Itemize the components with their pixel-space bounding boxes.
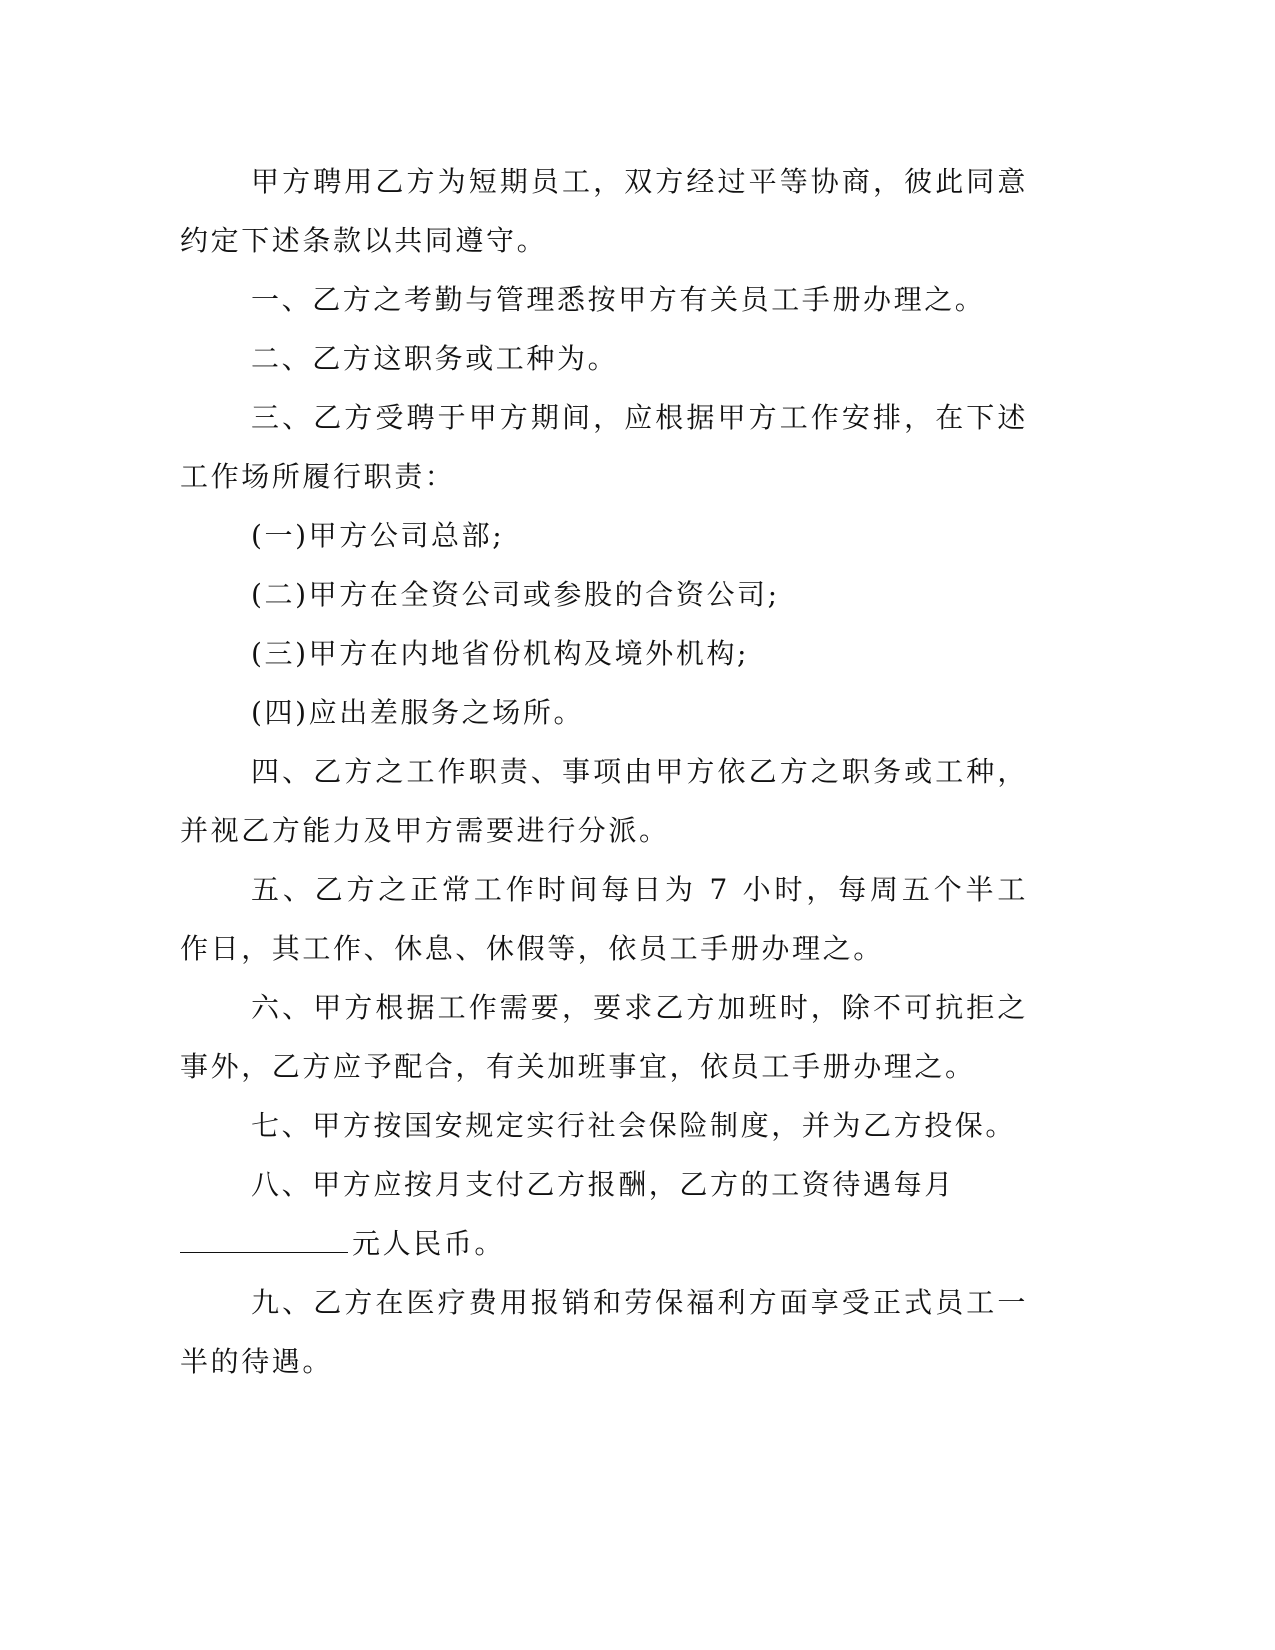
salary-suffix: 元人民币。 xyxy=(352,1227,506,1260)
clause-5: 五、乙方之正常工作时间每日为 7 小时，每周五个半工作日，其工作、休息、休假等，依员工手册办理之。 xyxy=(180,873,1028,965)
clause-1: 一、乙方之考勤与管理悉按甲方有关员工手册办理之。 xyxy=(251,283,986,316)
clause-4: 四、乙方之工作职责、事项由甲方依乙方之职务或工种，并视乙方能力及甲方需要进行分派。 xyxy=(180,755,1028,847)
clause-8-continuation xyxy=(180,1214,1028,1273)
clause-3-item-2: (二)甲方在全资公司或参股的合资公司; xyxy=(251,578,780,611)
clause-9: 九、乙方在医疗费用报销和劳保福利方面享受正式员工一半的待遇。 xyxy=(180,1286,1028,1378)
contract-body xyxy=(180,152,1028,1391)
clause-7: 七、甲方按国安规定实行社会保险制度，并为乙方投保。 xyxy=(251,1109,1017,1142)
paragraph-intro: 甲方聘用乙方为短期员工，双方经过平等协商，彼此同意约定下述条款以共同遵守。 xyxy=(180,165,1028,257)
clause-2: 二、乙方这职务或工种为。 xyxy=(251,342,619,375)
clause-6: 六、甲方根据工作需要，要求乙方加班时，除不可抗拒之事外，乙方应予配合，有关加班事宜，依员工手册办理之。 xyxy=(180,991,1028,1083)
clause-3-item-3: (三)甲方在内地省份机构及境外机构; xyxy=(251,637,750,670)
clause-3-item-1: (一)甲方公司总部; xyxy=(251,519,505,552)
clause-8: 八、甲方应按月支付乙方报酬，乙方的工资待遇每月 xyxy=(251,1168,955,1201)
clause-3: 三、乙方受聘于甲方期间，应根据甲方工作安排，在下述工作场所履行职责： xyxy=(180,401,1028,493)
salary-blank-line xyxy=(180,1251,348,1253)
clause-3-item-4: (四)应出差服务之场所。 xyxy=(251,696,585,729)
